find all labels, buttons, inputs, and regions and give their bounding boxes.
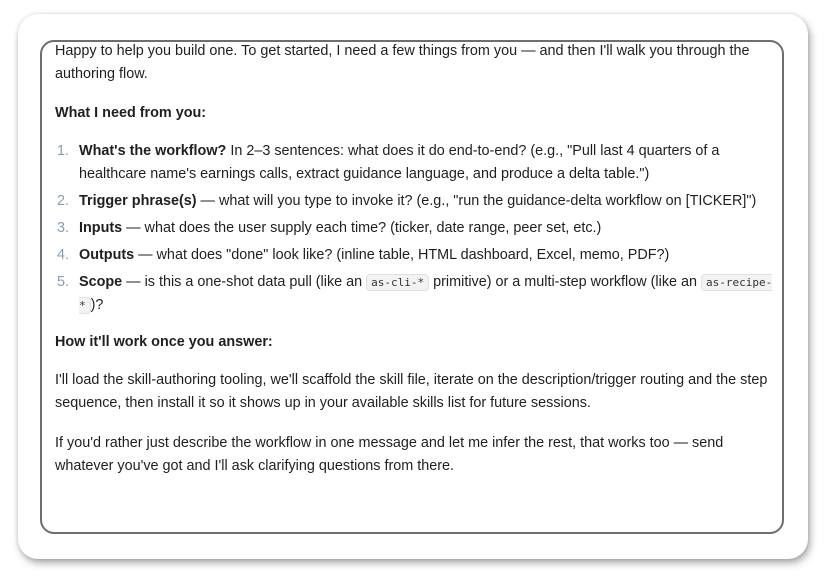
closing-text: If you'd rather just describe the workflow in one message and let me infer the rest, that works too — send whatever you've got and I'll ask clarifying questions from there. (55, 435, 724, 474)
item-label: Outputs (79, 247, 135, 263)
requirements-list (55, 140, 780, 317)
needs-heading: What I need from you: (55, 105, 207, 121)
list-item (55, 217, 780, 240)
inline-code: as-recipe-* (79, 276, 773, 312)
item-label: What's the workflow? (79, 143, 227, 159)
item-label: Scope (79, 274, 123, 290)
list-item (55, 140, 780, 186)
intro-text: Happy to help you build one. To get started, I need a few things from you — and then I'll walk you through the authoring flow. (55, 43, 750, 82)
item-label: Trigger phrase(s) (79, 193, 197, 209)
list-item (55, 244, 780, 267)
assistant-message (55, 40, 780, 495)
how-text: I'll load the skill-authoring tooling, we'll scaffold the skill file, iterate on the description/trigger routing and the step sequence, then install it so it shows up in your available skills list for future sessions. (55, 372, 768, 411)
item-text: — what does the user supply each time? (ticker, date range, peer set, etc.) (122, 220, 602, 236)
item-text: — what does "done" look like? (inline table, HTML dashboard, Excel, memo, PDF?) (134, 247, 670, 263)
inline-code: as-cli-* (366, 274, 429, 291)
item-text: — what will you type to invoke it? (e.g., "run the guidance-delta workflow on [TICKER]") (196, 193, 757, 209)
item-text: In 2–3 sentences: what does it do end-to-end? (e.g., "Pull last 4 quarters of a healthcare name's earnings calls, extract guidance language, and produce a delta table.") (79, 143, 720, 182)
item-text: — is this a one-shot data pull (like an (122, 274, 367, 290)
item-label: Inputs (79, 220, 123, 236)
list-number: 5. (57, 274, 70, 290)
item-text: primitive) or a multi-step workflow (like an (429, 274, 702, 290)
how-heading: How it'll work once you answer: (55, 334, 273, 350)
list-number: 2. (57, 193, 70, 209)
list-number: 3. (57, 220, 70, 236)
list-number: 4. (57, 247, 70, 263)
list-item (55, 190, 780, 213)
list-item (55, 271, 780, 317)
list-number: 1. (57, 143, 70, 159)
item-text: )? (90, 297, 104, 313)
